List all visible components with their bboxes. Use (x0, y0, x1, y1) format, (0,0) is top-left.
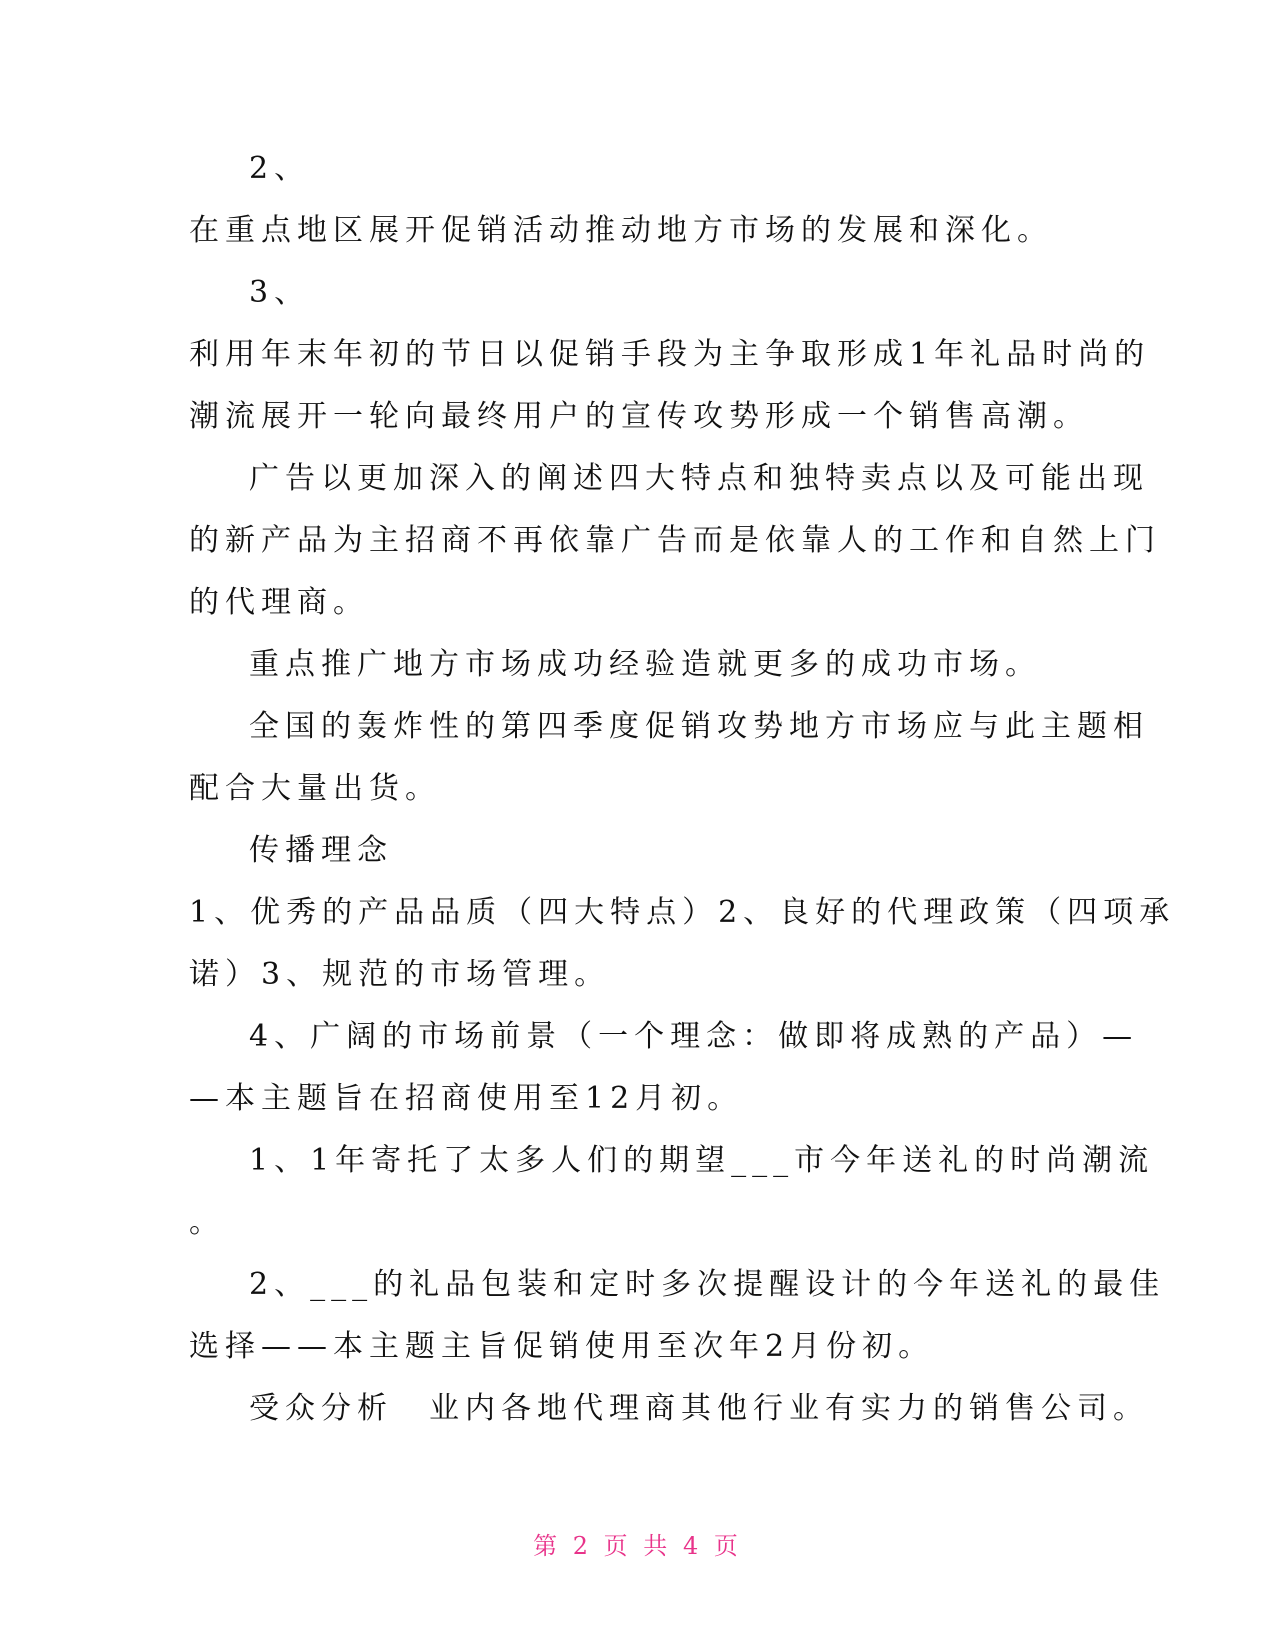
paragraph-line: 受众分析 业内各地代理商其他行业有实力的销售公司。 (249, 1391, 1149, 1426)
paragraph-line: 利用年末年初的节日以促销手段为主争取形成1年礼品时尚的 (189, 337, 1151, 372)
paragraph-line: 全国的轰炸性的第四季度促销攻势地方市场应与此主题相 (249, 709, 1149, 744)
paragraph-line: 1、1年寄托了太多人们的期望___市今年送礼的时尚潮流 (249, 1143, 1155, 1178)
document-body (189, 138, 1176, 1440)
paragraph-line: 4、广阔的市场前景（一个理念：做即将成熟的产品）— (249, 1019, 1139, 1054)
paragraph-line: 1、优秀的产品品质（四大特点）2、良好的代理政策（四项承 (189, 895, 1176, 930)
paragraph-line: 的新产品为主招商不再依靠广告而是依靠人的工作和自然上门 (189, 523, 1161, 558)
paragraph-line: 配合大量出货。 (189, 771, 441, 806)
paragraph-line: 在重点地区展开促销活动推动地方市场的发展和深化。 (189, 213, 1053, 248)
paragraph-line: 。 (189, 1205, 225, 1240)
paragraph-line: 2、 (249, 151, 311, 186)
paragraph-line: 广告以更加深入的阐述四大特点和独特卖点以及可能出现 (249, 461, 1149, 496)
paragraph-line: 3、 (249, 275, 311, 310)
paragraph-line: 的代理商。 (189, 585, 369, 620)
section-heading: 传播理念 (249, 833, 393, 868)
paragraph-line: 选择——本主题主旨促销使用至次年2月份初。 (189, 1329, 935, 1364)
paragraph-line: 潮流展开一轮向最终用户的宣传攻势形成一个销售高潮。 (189, 399, 1089, 434)
paragraph-line: 重点推广地方市场成功经验造就更多的成功市场。 (249, 647, 1041, 682)
page-number-footer: 第 2 页 共 4 页 (533, 1532, 742, 1560)
paragraph-line: 诺）3、规范的市场管理。 (189, 957, 611, 992)
paragraph-line: —本主题旨在招商使用至12月初。 (189, 1081, 744, 1116)
paragraph-line: 2、___的礼品包装和定时多次提醒设计的今年送礼的最佳 (249, 1267, 1166, 1302)
